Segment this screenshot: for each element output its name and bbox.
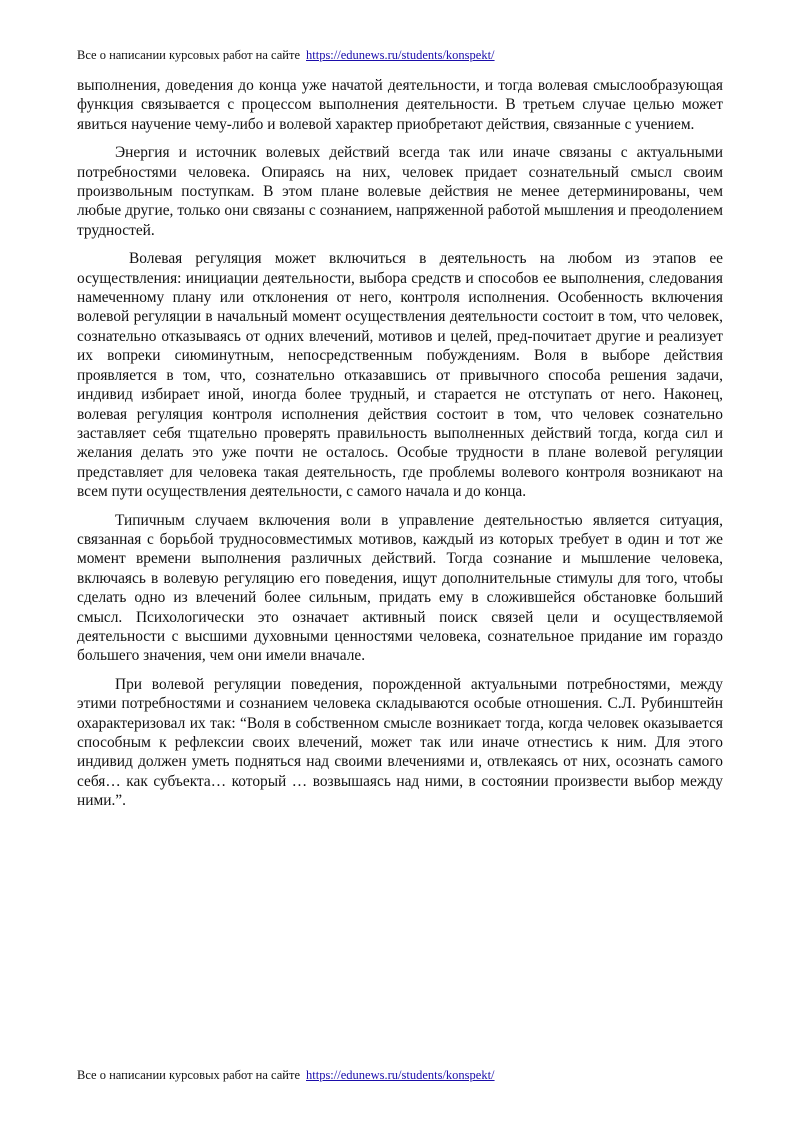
paragraph-4: Типичным случаем включения воли в управление деятельностью является ситуация, связанная с борьбой трудносовместимых мотивов, каждый из которых требует в один и тот же момент времени выполнения различных действий. Тогда сознание и мышление человека, включаясь в волевую регуляцию его поведения, ищут дополнительные стимулы для того, чтобы сделать одно из влечений более сильным, придать ему в сложившейся обстановке больший смысл. Психологически это означает активный поиск связей цели и осуществляемой деятельности с высшими духовными ценностями человека, сознательное придание им гораздо большего значения, чем они имели вначале. bbox=[77, 511, 723, 665]
page-header bbox=[77, 47, 495, 63]
header-link[interactable]: https://edunews.ru/students/konspekt/ bbox=[306, 48, 495, 62]
paragraph-2: Энергия и источник волевых действий всегда так или иначе связаны с актуальными потребностями человека. Опираясь на них, человек придает сознательный смысл своим произвольным поступкам. В этом плане волевые действия не менее детерминированы, чем любые другие, только они связаны с сознанием, напряженной работой мышления и преодолением трудностей. bbox=[77, 144, 723, 239]
paragraph-3: Волевая регуляция может включиться в деятельность на любом из этапов ее осуществления: инициации деятельности, выбора средств и способов ее выполнения, следования намеченному плану или отклонения от него, контроля исполнения. Особенность включения волевой регуляции в начальный момент осуществления деятельности состоит в том, что человек, сознательно отказываясь от одних влечений, мотивов и целей, пред-почитает другие и реализует их вопреки сиюминутным, непосредственным побуждениям. Воля в выборе действия проявляется в том, что, сознательно отказавшись от привычного способа решения задачи, индивид избирает иной, иногда более трудный, и старается не отступать от него. Наконец, волевая регуляция контроля исполнения действия состоит в том, что человек сознательно заставляет себя тщательно проверять правильность выполненных действий тогда, когда сил и желания делать это уже почти не осталось. Особые трудности в плане волевой регуляции представляет для человека такая деятельность, где проблемы волевого контроля возникают на всем пути осуществления деятельности, с самого начала и до конца. bbox=[77, 250, 723, 501]
footer-link[interactable]: https://edunews.ru/students/konspekt/ bbox=[306, 1068, 495, 1082]
page-footer bbox=[77, 1067, 495, 1083]
paragraph-5: При волевой регуляции поведения, порожденной актуальными потребностями, между этими потребностями и сознанием человека складываются особые отношения. С.Л. Рубинштейн охарактеризовал их так: “Воля в собственном смысле возникает тогда, когда человек оказывается способным к рефлексии своих влечений, может так или иначе отнестись к ним. Для этого индивид должен уметь подняться над своими влечениями и, отвлекаясь от них, осознать самого себя… как субъекта… который … возвышаясь над ними, в состоянии произвести выбор между ними.”. bbox=[77, 675, 723, 810]
header-text: Все о написании курсовых работ на сайте bbox=[77, 48, 300, 62]
footer-text: Все о написании курсовых работ на сайте bbox=[77, 1068, 300, 1082]
document-body bbox=[77, 76, 723, 820]
paragraph-1: выполнения, доведения до конца уже начатой деятельности, и тогда волевая смыслообразующая функция связывается с процессом выполнения деятельности. В третьем случае целью может явиться научение чему-либо и волевой характер приобретают действия, связанные с учением. bbox=[77, 77, 723, 133]
